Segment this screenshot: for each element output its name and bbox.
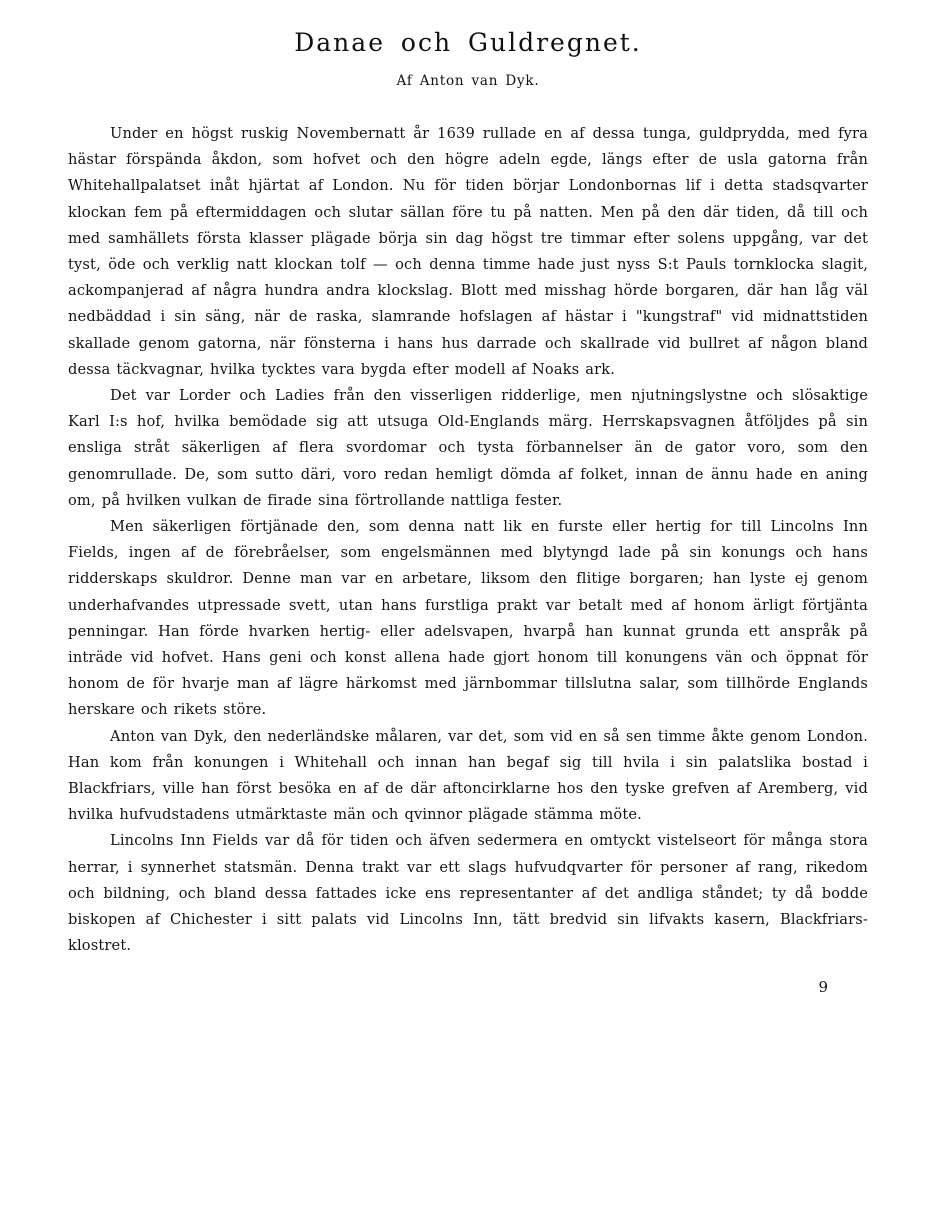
paragraph: Under en högst ruskig Novembernatt år 1639 rullade en af dessa tunga, guldprydda, med fyra hästar förspända åkdon, som hofvet och den högre adeln egde, längs efter de usla gatorna från Whitehallpalatset inåt hjärtat af London. Nu för tiden börjar Londonbornas lif i detta stadsqvarter klockan fem på eftermiddagen och slutar sällan före tu på natten. Men på den där tiden, då till och med samhällets första klasser plägade börja sin dag högst tre timmar efter solens uppgång, var det tyst, öde och verklig natt klockan tolf — och denna timme hade just nyss S:t Pauls tornklocka slagit, ackompanjerad af några hundra andra klockslag. Blott med misshag hörde borgaren, där han låg väl nedbäddad i sin säng, när de raska, slamrande hofslagen af hästar i "kungstraf" vid midnattstiden skallade genom gatorna, när fönsterna i hans hus darrade och skallrade vid bullret af någon bland dessa täckvagnar, hvilka tycktes vara bygda efter modell af Noaks ark. [68, 125, 868, 378]
page-title: Danae och Guldregnet. [294, 28, 642, 57]
paragraph: Det var Lorder och Ladies från den visserligen ridderlige, men njutningslystne och slösaktige Karl I:s hof, hvilka bemödade sig att utsuga Old-Englands märg. Herrskapsvagnen åtföljdes på sin ensliga stråt säkerligen af flera svordomar och tysta förbannelser än de gator voro, som den genomrullade. De, som sutto däri, voro redan hemligt dömda af folket, innan de ännu hade en aning om, på hvilken vulkan de firade sina förtrollande nattliga fester. [68, 387, 868, 509]
author-byline: Af Anton van Dyk. [396, 73, 540, 89]
paragraph: Men säkerligen förtjänade den, som denna natt lik en furste eller hertig for till Lincolns Inn Fields, ingen af de förebråelser, som engelsmännen med blytyngd lade på sin konungs och hans ridderskaps skuldror. Denne man var en arbetare, liksom den flitige borgaren; han lyste ej genom underhafvandes utpressade svett, utan hans furstliga prakt var betalt med af honom ärligt förtjänta penningar. Han förde hvarken hertig- eller adelsvapen, hvarpå han kunnat grunda ett anspråk på inträde vid hofvet. Hans geni och konst allena hade gjort honom till konungens vän och öppnat för honom de för hvarje man af lägre härkomst med järnbommar tillslutna salar, som tillhörde Englands herskare och rikets störe. [68, 518, 868, 719]
paragraph: Lincolns Inn Fields var då för tiden och äfven sedermera en omtyckt vistelseort för många stora herrar, i synnerhet statsmän. Denna trakt var ett slags hufvudqvarter för personer af rang, rikedom och bildning, och bland dessa fattades icke ens representanter af det andliga ståndet; ty då bodde biskopen af Chichester i sitt palats vid Lincolns Inn, tätt bredvid sin lifvakts kasern, Blackfriars-klostret. [68, 832, 868, 955]
body-text [68, 121, 868, 960]
paragraph: Anton van Dyk, den nederländske målaren, var det, som vid en så sen timme åkte genom London. Han kom från konungen i Whitehall och innan han begaf sig till hvila i sin palatslika bostad i Blackfriars, ville han först besöka en af de där aftoncirklarne hos den tyske grefven af Aremberg, vid hvilka hufvudstadens utmärktaste män och qvinnor plägade stämma möte. [68, 727, 868, 824]
page-number: 9 [818, 978, 828, 996]
